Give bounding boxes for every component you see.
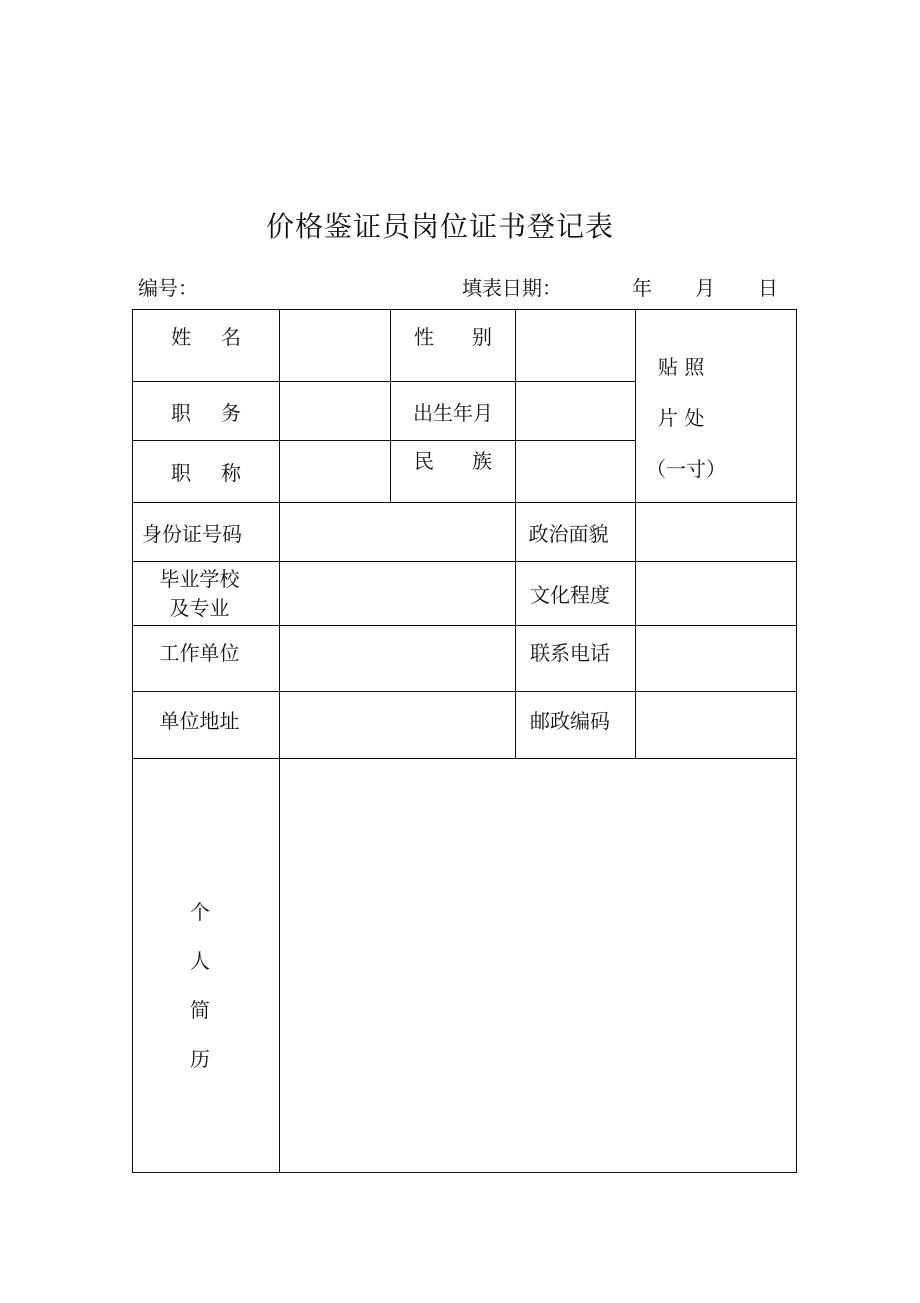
postcode-label: 邮政编码: [530, 708, 610, 733]
work-unit-label: 工作单位: [159, 640, 240, 665]
postcode-field[interactable]: [636, 692, 796, 758]
school-field[interactable]: [280, 562, 515, 625]
page-title: 价格鉴证员岗位证书登记表: [265, 210, 614, 243]
address-label: 单位地址: [159, 708, 240, 733]
photo-text-line3: （一寸）: [646, 456, 726, 481]
gender-field[interactable]: [516, 310, 635, 381]
name-field[interactable]: [280, 310, 390, 381]
date-label: 填表日期：: [462, 276, 562, 300]
school-label-line1: 毕业学校: [159, 566, 240, 591]
address-field[interactable]: [280, 692, 515, 758]
name-label: 姓 名: [171, 324, 241, 349]
ethnic-label: 民 族: [414, 448, 492, 473]
ethnic-field[interactable]: [516, 441, 635, 502]
position-field[interactable]: [280, 382, 390, 440]
gender-label: 性 别: [414, 324, 492, 349]
work-unit-field[interactable]: [280, 626, 515, 691]
resume-char-2: 人: [190, 948, 210, 973]
month-label: 月: [695, 276, 715, 300]
number-label: 编号：: [138, 276, 198, 300]
phone-label: 联系电话: [530, 640, 610, 665]
title-label: 职 称: [171, 461, 241, 485]
day-label: 日: [758, 276, 778, 300]
resume-field[interactable]: [280, 759, 796, 1172]
political-field[interactable]: [636, 503, 796, 561]
school-label: [133, 562, 266, 625]
education-label: 文化程度: [530, 583, 610, 607]
resume-label: [133, 759, 267, 1172]
phone-field[interactable]: [636, 626, 796, 691]
photo-text-line1: 贴 照: [658, 354, 705, 379]
education-field[interactable]: [636, 562, 796, 625]
resume-char-1: 个: [190, 899, 210, 924]
political-label: 政治面貌: [528, 521, 609, 546]
birth-field[interactable]: [516, 382, 635, 440]
birth-label: 出生年月: [413, 400, 493, 425]
resume-char-3: 简: [190, 997, 210, 1022]
id-field[interactable]: [280, 503, 515, 561]
photo-area: [636, 310, 796, 502]
resume-char-4: 历: [190, 1046, 210, 1071]
id-label: 身份证号码: [142, 521, 242, 546]
photo-text-line2: 片 处: [658, 405, 705, 430]
school-label-line2: 及专业: [169, 595, 230, 620]
title-field[interactable]: [280, 441, 390, 502]
position-label: 职 务: [171, 400, 241, 425]
year-label: 年: [632, 276, 652, 300]
